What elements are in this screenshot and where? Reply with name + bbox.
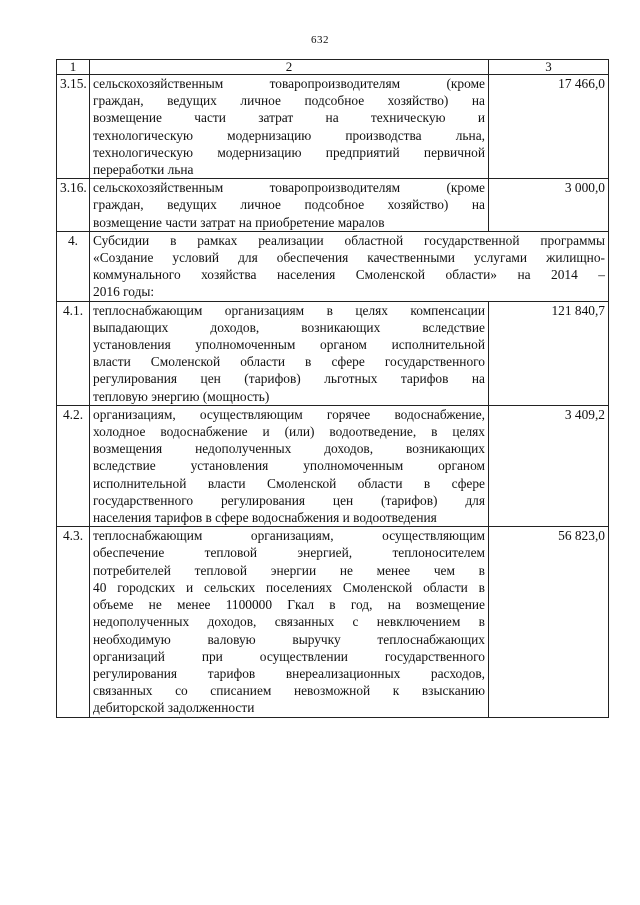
description-line: переработки льна [93,162,194,178]
row-number: 4.2. [57,405,90,526]
table-row [57,405,609,526]
description-line: возмещения недополученных доходов, возникающих [93,441,485,457]
description-line: связанных со списанием невозможной к взысканию [93,683,485,699]
description-line: потребителей тепловой энергии не менее чем в [93,562,485,578]
row-amount: 3 000,0 [489,179,609,232]
description-line: холодное водоснабжение и (или) водоотведение, в целях [93,424,485,440]
description-line: тепловую энергию (мощность) [93,388,270,404]
page-number: 632 [311,34,329,46]
table-header-row [57,60,609,75]
table-row [57,527,609,717]
row-number: 4. [57,231,90,301]
description-line: выпадающих доходов, возникающих вследствие [93,319,485,335]
description-line: вследствие установления уполномоченным органом [93,458,485,474]
table-row [57,301,609,405]
description-line: возмещение части затрат на техническую и [93,110,485,126]
description-line: обеспечение тепловой энергией, теплоносителем [93,545,485,561]
row-amount: 121 840,7 [489,301,609,405]
row-amount: 3 409,2 [489,405,609,526]
row-amount: 17 466,0 [489,75,609,179]
subsidy-table [56,59,609,718]
description-line: 2016 годы: [93,284,155,300]
description-line: регулирования тарифов внереализационных расходов, [93,665,485,681]
table-row [57,231,609,301]
description-line: установления уполномоченным органом исполнительной [93,337,485,353]
row-number: 3.15. [57,75,90,179]
column-header-3: 3 [489,60,609,75]
description-line: сельскохозяйственным товаропроизводителям (кроме [93,76,485,91]
description-line: организаций при осуществлении государственного [93,648,485,664]
row-number: 4.3. [57,527,90,717]
row-description [90,527,489,717]
description-line: 40 городских и сельских поселениях Смоленской области в [93,579,485,595]
description-line: организациям, осуществляющим горячее водоснабжение, [93,406,485,422]
description-line: власти Смоленской области в сфере государственного [93,354,485,370]
row-description [90,179,489,232]
row-description [90,301,489,405]
description-line: граждан, ведущих личное подсобное хозяйство) на [93,197,485,213]
description-line: граждан, ведущих личное подсобное хозяйство) на [93,93,485,109]
description-line: сельскохозяйственным товаропроизводителям (кроме [93,180,485,196]
description-line: технологическую модернизацию производства льна, [93,127,485,143]
description-line: технологическую модернизацию предприятий первичной [93,144,485,160]
row-amount: 56 823,0 [489,527,609,717]
row-description [90,75,489,179]
description-line: населения тарифов в сфере водоснабжения и водоотведения [93,510,437,526]
description-line: Субсидии в рамках реализации областной государственной программы [93,232,605,248]
table-row [57,75,609,179]
row-description [90,405,489,526]
description-line: недополученных доходов, связанных с невключением в [93,614,485,630]
description-line: регулирования цен (тарифов) льготных тарифов на [93,371,485,387]
column-header-2: 2 [90,60,489,75]
description-line: объеме не менее 1100000 Гкал в год, на возмещение [93,597,485,613]
description-line: коммунального хозяйства населения Смоленской области» на 2014 – [93,267,605,283]
description-line: теплоснабжающим организациям в целях компенсации [93,302,485,318]
row-number: 3.16. [57,179,90,232]
description-line: «Создание условий для обеспечения качественными услугами жилищно- [93,250,605,266]
description-line: государственного регулирования цен (тарифов) для [93,492,485,508]
row-description [90,231,609,301]
table-row [57,179,609,232]
description-line: теплоснабжающим организациям, осуществляющим [93,528,485,544]
description-line: исполнительной власти Смоленской области в сфере [93,475,485,491]
column-header-1: 1 [57,60,90,75]
description-line: возмещение части затрат на приобретение маралов [93,214,385,230]
description-line: дебиторской задолженности [93,700,255,716]
description-line: необходимую валовую выручку теплоснабжающих [93,631,485,647]
row-number: 4.1. [57,301,90,405]
